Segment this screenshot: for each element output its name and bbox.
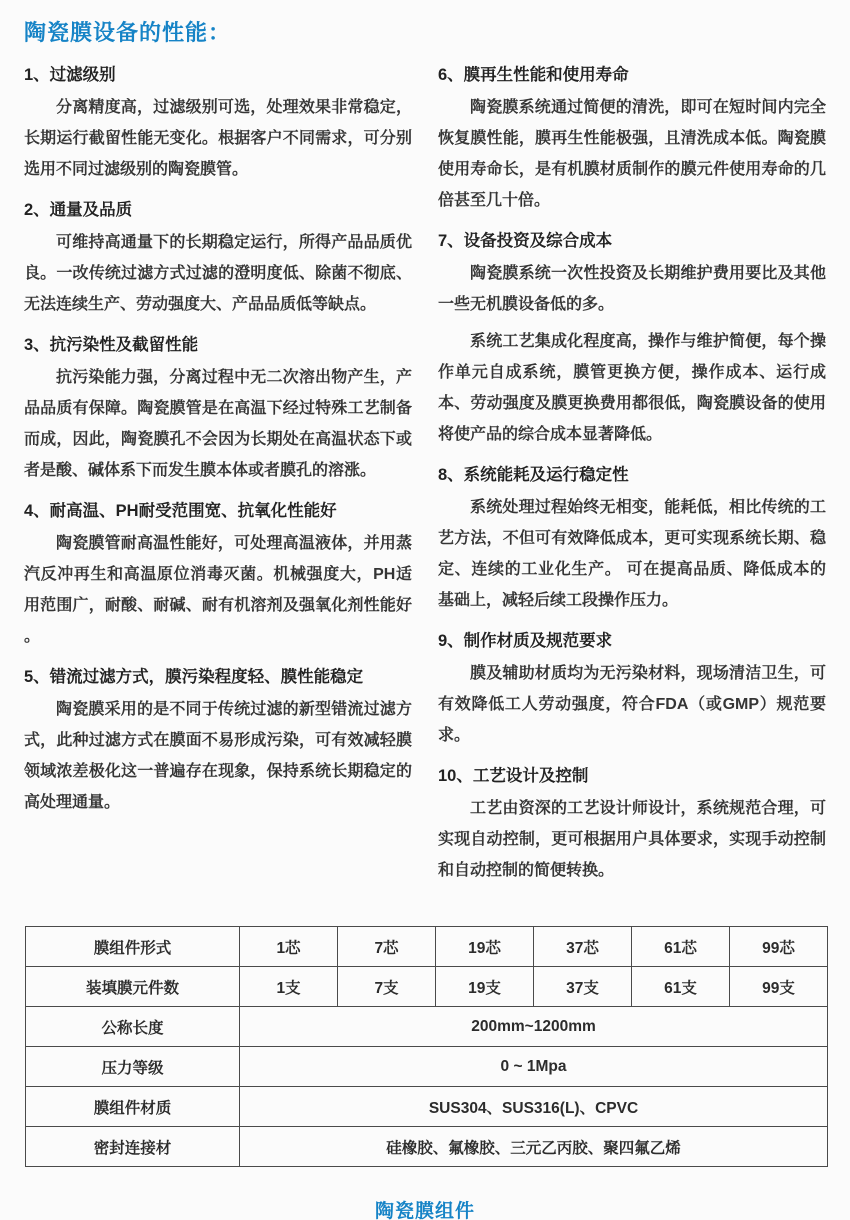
section-high-temp <box>24 499 412 652</box>
table-cell: 7芯 <box>338 927 436 967</box>
table-cell: 99支 <box>730 967 828 1007</box>
table-row <box>26 967 828 1007</box>
table-cell: 7支 <box>338 967 436 1007</box>
table-cell: 19支 <box>436 967 534 1007</box>
page-title: 陶瓷膜设备的性能： <box>24 20 232 45</box>
section-paragraph: 陶瓷膜系统通过简便的清洗，即可在短时间内完全恢复膜性能，膜再生性能极强，且清洗成本低。陶瓷膜使用寿命长，是有机膜材质制作的膜元件使用寿命的几倍甚至几十倍。 <box>438 99 826 209</box>
left-column <box>24 61 412 892</box>
table-cell: 1支 <box>240 967 338 1007</box>
section-flux-quality <box>24 198 412 320</box>
membrane-spec-table <box>25 926 828 1167</box>
section-materials-standards <box>438 629 826 751</box>
section-heading: 2、通量及品质 <box>24 201 133 219</box>
table-cell: 37芯 <box>534 927 632 967</box>
table-cell: 61支 <box>632 967 730 1007</box>
row-label: 密封连接材 <box>26 1127 240 1167</box>
section-paragraph: 工艺由资深的工艺设计师设计，系统规范合理，可实现自动控制，更可根据用户具体要求，实现手动控制和自动控制的简便转换。 <box>438 800 826 879</box>
table-cell: 19芯 <box>436 927 534 967</box>
row-label: 公称长度 <box>26 1007 240 1047</box>
table-row <box>26 1087 828 1127</box>
section-energy-stability <box>438 463 826 616</box>
table-row <box>26 1127 828 1167</box>
section-heading: 6、膜再生性能和使用寿命 <box>438 66 629 84</box>
row-label: 装填膜元件数 <box>26 967 240 1007</box>
section-heading: 5、错流过滤方式，膜污染程度轻、膜性能稳定 <box>24 668 364 686</box>
section-paragraph: 系统处理过程始终无相变，能耗低，相比传统的工艺方法，不但可有效降低成本，更可实现系统长期、稳定、连续的工业化生产。 可在提高品质、降低成本的基础上，减轻后续工段操作压力。 <box>438 499 826 609</box>
section-heading: 7、设备投资及综合成本 <box>438 232 613 250</box>
table-cell-merged: 200mm~1200mm <box>240 1007 828 1047</box>
table-cell: 99芯 <box>730 927 828 967</box>
section-paragraph: 陶瓷膜系统一次性投资及长期维护费用要比及其他一些无机膜设备低的多。 <box>438 265 826 313</box>
section-paragraph: 系统工艺集成化程度高，操作与维护简便，每个操作单元自成系统，膜管更换方便，操作成本、运行成本、劳动强度及膜更换费用都很低，陶瓷膜设备的使用将使产品的综合成本显著降低。 <box>438 333 826 443</box>
table-cell: 61芯 <box>632 927 730 967</box>
section-heading: 1、过滤级别 <box>24 66 116 84</box>
section-paragraph: 陶瓷膜采用的是不同于传统过滤的新型错流过滤方式，此种过滤方式在膜面不易形成污染，可有效减轻膜领域浓差极化这一普遍存在现象，保持系统长期稳定的高处理通量。 <box>24 701 412 811</box>
section-paragraph: 抗污染能力强，分离过程中无二次溶出物产生，产品品质有保障。陶瓷膜管是在高温下经过特殊工艺制备而成，因此，陶瓷膜孔不会因为长期处在高温状态下或者是酸、碱体系下而发生膜本体或者膜孔的溶涨。 <box>24 369 412 479</box>
table-cell: 37支 <box>534 967 632 1007</box>
section-antifouling <box>24 333 412 486</box>
row-label: 膜组件形式 <box>26 927 240 967</box>
table-cell-merged: SUS304、SUS316(L)、CPVC <box>240 1087 828 1127</box>
section-paragraph: 陶瓷膜管耐高温性能好，可处理高温液体，并用蒸汽反冲再生和高温原位消毒灭菌。机械强度大，PH适用范围广，耐酸、耐碱、耐有机溶剂及强氧化剂性能好 。 <box>24 535 412 645</box>
table-row <box>26 927 828 967</box>
section-heading: 4、耐高温、PH耐受范围宽、抗氧化性能好 <box>24 502 337 520</box>
section-paragraph: 膜及辅助材质均为无污染材料，现场清洁卫生，可有效降低工人劳动强度，符合FDA（或GMP）规范要求。 <box>438 665 826 744</box>
table-cell: 1芯 <box>240 927 338 967</box>
section-process-design <box>438 764 826 886</box>
section-heading: 9、制作材质及规范要求 <box>438 632 613 650</box>
row-label: 膜组件材质 <box>26 1087 240 1127</box>
footer-title: 陶瓷膜组件 <box>374 1201 475 1220</box>
section-investment-cost <box>438 229 826 450</box>
section-heading: 3、抗污染性及截留性能 <box>24 336 199 354</box>
section-heading: 10、工艺设计及控制 <box>438 767 589 785</box>
table-cell-merged: 0 ~ 1Mpa <box>240 1047 828 1087</box>
right-column <box>438 61 826 892</box>
table-row <box>26 1007 828 1047</box>
section-regeneration <box>438 63 826 216</box>
section-filter-grade <box>24 63 412 185</box>
two-column-layout <box>24 61 826 892</box>
section-paragraph: 分离精度高，过滤级别可选，处理效果非常稳定，长期运行截留性能无变化。根据客户不同需求，可分别选用不同过滤级别的陶瓷膜管。 <box>24 99 412 178</box>
section-crossflow <box>24 665 412 818</box>
section-heading: 8、系统能耗及运行稳定性 <box>438 466 629 484</box>
row-label: 压力等级 <box>26 1047 240 1087</box>
section-paragraph: 可维持高通量下的长期稳定运行，所得产品品质优良。一改传统过滤方式过滤的澄明度低、除菌不彻底、无法连续生产、劳动强度大、产品品质低等缺点。 <box>24 234 412 313</box>
table-cell-merged: 硅橡胶、氟橡胶、三元乙丙胶、聚四氟乙烯 <box>240 1127 828 1167</box>
table-row <box>26 1047 828 1087</box>
